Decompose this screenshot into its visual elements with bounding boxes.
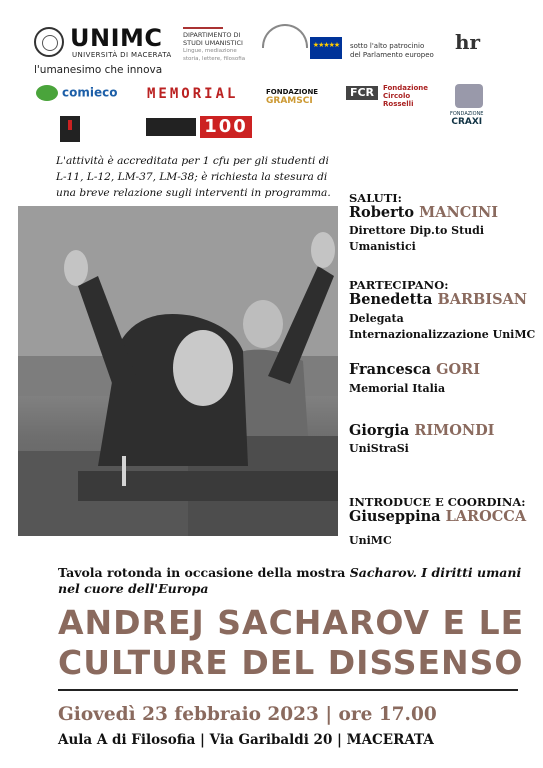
introduce-label: INTRODUCE E COORDINA: — [349, 495, 526, 509]
parliament-hemicycle-icon — [262, 24, 308, 48]
eu-flag-icon: ★★★★★ — [310, 37, 342, 59]
eu-line-2: del Parlamento europeo — [350, 51, 434, 59]
dept-line-2: STUDI UMANISTICI — [183, 39, 243, 47]
saluti-speaker-name: Roberto MANCINI — [349, 204, 499, 221]
dept-line-1: DIPARTIMENTO DI — [183, 31, 241, 39]
divider-rule — [58, 689, 518, 691]
saluti-label: SALUTI: — [349, 191, 402, 205]
fondazione-craxi-logo — [450, 110, 483, 127]
eu-line-1: sotto l'alto patrocinio — [350, 42, 425, 50]
event-date-time: Giovedì 23 febbraio 2023 | ore 17.00 — [58, 704, 437, 725]
speaker-2-affiliation: Memorial Italia — [349, 382, 446, 395]
sacharov-photo — [18, 206, 338, 536]
fcr-text — [383, 84, 428, 108]
eu-patronage-text — [350, 42, 450, 60]
event-title-line-1: ANDREJ SACHAROV E LE — [58, 603, 525, 642]
speaker-1-affiliation: Delegata Internazionalizzazione UniMC — [349, 312, 536, 341]
memorial-logo: MEMORIAL — [147, 86, 239, 102]
speaker-3-affiliation: UniStraSi — [349, 442, 409, 455]
partecipano-label: PARTECIPANO: — [349, 278, 449, 292]
speaker-2-name: Francesca GORI — [349, 361, 480, 378]
speaker-1-name: Benedetta BARBISAN — [349, 291, 528, 308]
credits-note: L'attività è accreditata per 1 cfu per gli studenti di L-11, L-12, LM-37, LM-38; è richiesta la stesura di una breve relazione sugli interventi in programma. — [56, 155, 331, 199]
unimc-logo-text: UNIMC — [70, 24, 163, 52]
craxi-line-2: CRAXI — [451, 117, 483, 127]
fcr-logo: FCR — [346, 86, 378, 100]
dept-line-3: Lingue, mediazione — [183, 48, 237, 54]
centenary-logo: 100 — [200, 116, 252, 138]
saluti-speaker-affiliation: Direttore Dip.to Studi Umanistici — [349, 224, 485, 253]
craxi-line-1: FONDAZIONE — [450, 111, 484, 117]
publisher-logo — [146, 118, 196, 136]
craxi-portrait-icon — [455, 84, 483, 108]
sacharov-photo-illustration — [18, 206, 338, 536]
unimc-subtitle: UNIVERSITÀ DI MACERATA — [72, 51, 172, 59]
unimc-tagline: l'umanesimo che innova — [34, 64, 163, 76]
memorial-prague-logo — [60, 116, 80, 142]
dept-line-4: storia, lettere, filosofia — [183, 56, 246, 62]
fcr-line-1: Fondazione — [383, 84, 429, 92]
fondazione-gramsci-logo — [266, 88, 318, 106]
event-subtitle: Tavola rotonda in occasione della mostra Sacharov. I diritti umani nel cuore dell'Europa — [58, 565, 522, 596]
comieco-text: comieco — [62, 85, 118, 100]
department-logo — [183, 27, 268, 63]
hr-logo: hr — [455, 30, 481, 54]
recycle-icon — [36, 85, 58, 101]
comieco-logo — [36, 85, 117, 101]
gramsci-line-2: GRAMSCI — [266, 96, 313, 106]
unimc-seal-logo — [34, 27, 64, 57]
coordinator-affiliation: UniMC — [349, 534, 392, 547]
speaker-3-name: Giorgia RIMONDI — [349, 422, 495, 439]
event-location: Aula A di Filosofia | Via Garibaldi 20 | MACERATA — [58, 732, 434, 748]
coordinator-name: Giuseppina LAROCCA — [349, 508, 527, 525]
fcr-line-2: Circolo — [383, 92, 411, 100]
gramsci-line-1: FONDAZIONE — [266, 88, 319, 96]
fcr-line-3: Rosselli — [383, 100, 414, 108]
exhibition-title: Sacharov. I diritti umani nel cuore dell'Europa — [58, 565, 522, 596]
event-title-line-2: CULTURE DEL DISSENSO — [58, 643, 524, 682]
